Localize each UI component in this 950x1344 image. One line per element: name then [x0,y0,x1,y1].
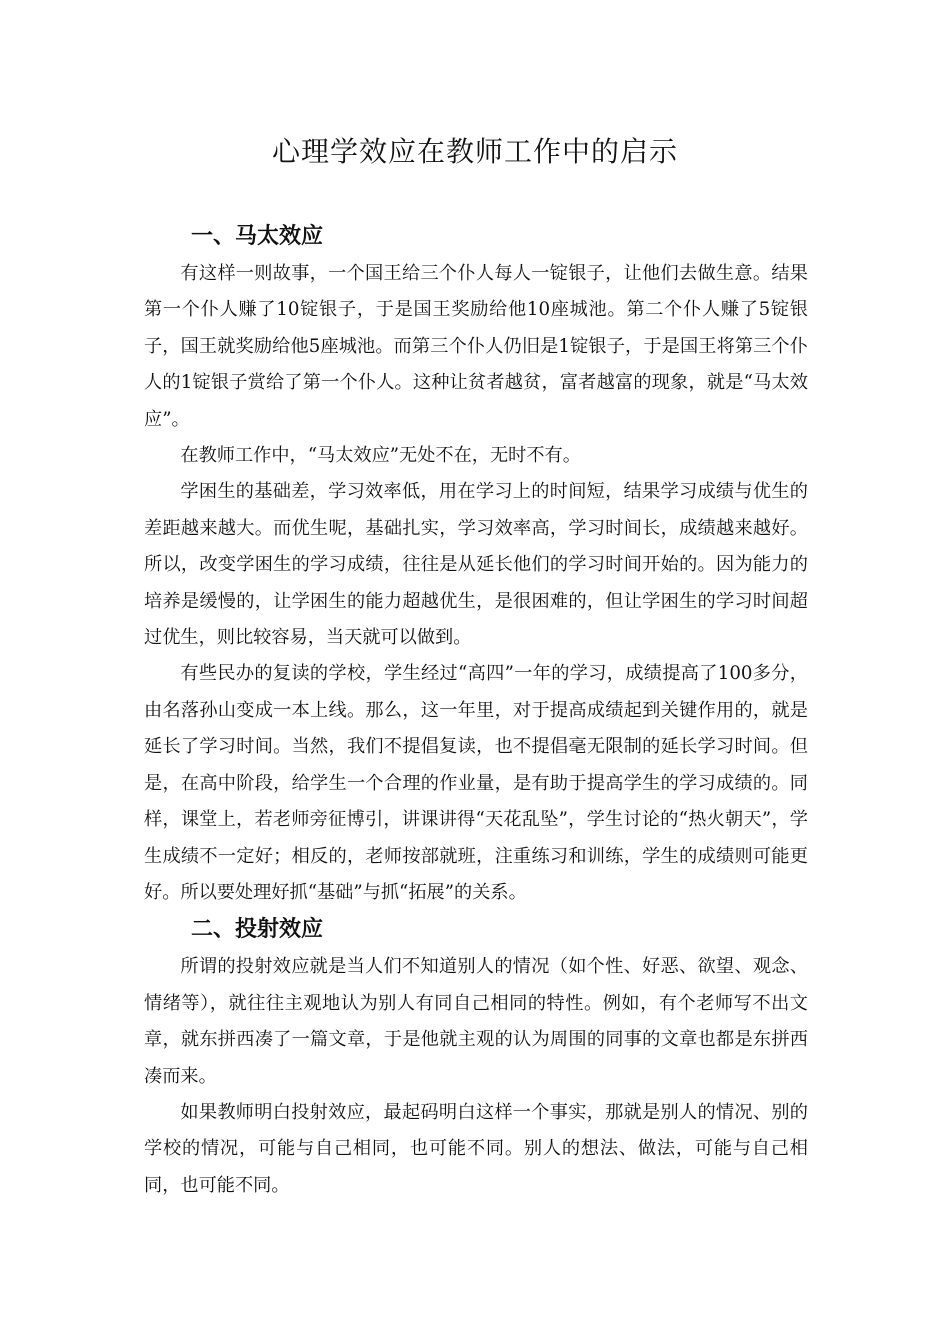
paragraph: 学困生的基础差，学习效率低，用在学习上的时间短，结果学习成绩与优生的差距越来越大。而优生呢，基础扎实，学习效率高，学习时间长，成绩越来越好。所以，改变学困生的学习成绩，往往是从延长他们的学习时间开始的。因为能力的培养是缓慢的，让学困生的能力超越优生，是很困难的，但让学困生的学习时间超过优生，则比较容易，当天就可以做到。 [144,481,808,649]
paragraph: 如果教师明白投射效应，最起码明白这样一个事实，那就是别人的情况、别的学校的情况，可能与自己相同，也可能不同。别人的想法、做法，可能与自己相同，也可能不同。 [144,1101,808,1196]
document-body [144,222,808,1204]
section-heading: 一、马太效应 [191,224,324,249]
section-heading: 二、投射效应 [191,917,324,943]
paragraph: 在教师工作中，“马太效应”无处不在，无时不有。 [180,445,581,467]
section-projection-effect [144,915,808,1204]
page-title: 心理学效应在教师工作中的启示 [271,135,678,168]
section-matthew-effect [144,222,808,911]
paragraph: 有些民办的复读的学校，学生经过“高四”一年的学习，成绩提高了100多分，由名落孙山变成一本上线。那么，这一年里，对于提高成绩起到关键作用的，就是延长了学习时间。当然，我们不提倡复读，也不提倡毫无限制的延长学习时间。但是，在高中阶段，给学生一个合理的作业量，是有助于提高学生的学习成绩的。同样，课堂上，若老师旁征博引，讲课讲得“天花乱坠”，学生讨论的“热火朝天”，学生成绩不一定好；相反的，老师按部就班，注重练习和训练，学生的成绩则可能更好。所以要处理好抓“基础”与抓“拓展”的关系。 [144,663,808,903]
paragraph: 所谓的投射效应就是当人们不知道别人的情况（如个性、好恶、欲望、观念、情绪等），就往往主观地认为别人有同自己相同的特性。例如，有个老师写不出文章，就东拼西凑了一篇文章，于是他就主观的认为周围的同事的文章也都是东拼西凑而来。 [144,956,808,1087]
paragraph: 有这样一则故事，一个国王给三个仆人每人一锭银子，让他们去做生意。结果第一个仆人赚了10锭银子，于是国王奖励给他10座城池。第二个仆人赚了5锭银子，国王就奖励给他5座城池。而第三个仆人仍旧是1锭银子，于是国王将第三个仆人的1锭银子赏给了第一个仆人。这种让贫者越贫，富者越富的现象，就是“马太效应”。 [144,263,808,430]
